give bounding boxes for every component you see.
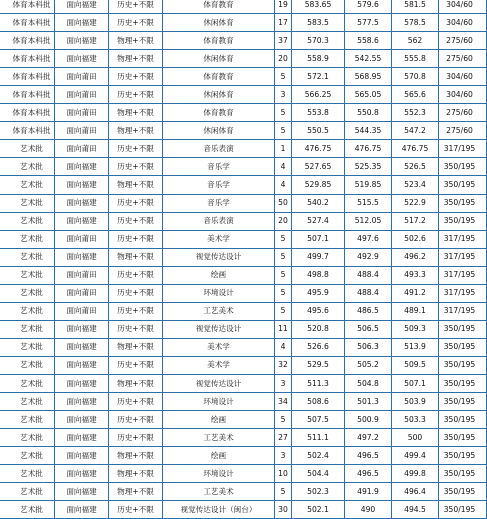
min-score-cell: 579.6	[345, 0, 392, 14]
control-line-cell: 275/60	[439, 32, 487, 50]
min-score-cell: 490	[345, 501, 392, 519]
min-score-cell: 577.5	[345, 14, 392, 32]
region-cell: 面向福建	[55, 14, 109, 32]
major-cell: 休闲体育	[163, 50, 275, 68]
region-cell: 面向福建	[55, 158, 109, 176]
major-cell: 工艺美术	[163, 429, 275, 447]
plan-count-cell: 5	[275, 483, 292, 501]
min-score-cell: 486.5	[345, 302, 392, 320]
min-score-cell: 488.4	[345, 266, 392, 284]
table-row	[0, 230, 487, 248]
max-score-cell: 526.6	[292, 338, 345, 356]
max-score-cell: 527.65	[292, 158, 345, 176]
batch-cell: 艺术批	[0, 158, 55, 176]
max-score-cell: 502.1	[292, 501, 345, 519]
avg-score-cell: 502.6	[392, 230, 439, 248]
max-score-cell: 495.9	[292, 284, 345, 302]
table-row	[0, 194, 487, 212]
max-score-cell: 504.4	[292, 465, 345, 483]
subject-cell: 物理+不限	[109, 447, 163, 465]
table-row	[0, 212, 487, 230]
table-row	[0, 411, 487, 429]
table-row	[0, 158, 487, 176]
max-score-cell: 499.7	[292, 248, 345, 266]
subject-cell: 历史+不限	[109, 501, 163, 519]
min-score-cell: 492.9	[345, 248, 392, 266]
avg-score-cell: 509.3	[392, 320, 439, 338]
region-cell: 面向莆田	[55, 140, 109, 158]
subject-cell: 历史+不限	[109, 212, 163, 230]
avg-score-cell: 578.5	[392, 14, 439, 32]
region-cell: 面向莆田	[55, 86, 109, 104]
min-score-cell: 488.4	[345, 284, 392, 302]
subject-cell: 历史+不限	[109, 140, 163, 158]
min-score-cell: 515.5	[345, 194, 392, 212]
avg-score-cell: 499.4	[392, 447, 439, 465]
major-cell: 视觉传达设计	[163, 248, 275, 266]
batch-cell: 艺术批	[0, 356, 55, 374]
avg-score-cell: 496.2	[392, 248, 439, 266]
control-line-cell: 350/195	[439, 194, 487, 212]
subject-cell: 历史+不限	[109, 320, 163, 338]
plan-count-cell: 20	[275, 50, 292, 68]
max-score-cell: 527.4	[292, 212, 345, 230]
batch-cell: 体育本科批	[0, 14, 55, 32]
subject-cell: 物理+不限	[109, 32, 163, 50]
control-line-cell: 304/60	[439, 0, 487, 14]
min-score-cell: 496.5	[345, 447, 392, 465]
avg-score-cell: 526.5	[392, 158, 439, 176]
avg-score-cell: 507.1	[392, 374, 439, 392]
table-row	[0, 465, 487, 483]
max-score-cell: 550.5	[292, 122, 345, 140]
plan-count-cell: 19	[275, 0, 292, 14]
max-score-cell: 572.1	[292, 68, 345, 86]
control-line-cell: 304/60	[439, 14, 487, 32]
plan-count-cell: 32	[275, 356, 292, 374]
plan-count-cell: 5	[275, 302, 292, 320]
subject-cell: 历史+不限	[109, 356, 163, 374]
batch-cell: 体育本科批	[0, 32, 55, 50]
region-cell: 面向福建	[55, 393, 109, 411]
subject-cell: 物理+不限	[109, 122, 163, 140]
avg-score-cell: 570.8	[392, 68, 439, 86]
avg-score-cell: 547.2	[392, 122, 439, 140]
major-cell: 体育教育	[163, 0, 275, 14]
subject-cell: 物理+不限	[109, 104, 163, 122]
plan-count-cell: 5	[275, 122, 292, 140]
table-row	[0, 302, 487, 320]
batch-cell: 体育本科批	[0, 0, 55, 14]
major-cell: 视觉传达设计（闽台）	[163, 501, 275, 519]
batch-cell: 艺术批	[0, 230, 55, 248]
region-cell: 面向福建	[55, 50, 109, 68]
region-cell: 面向福建	[55, 248, 109, 266]
control-line-cell: 304/60	[439, 86, 487, 104]
batch-cell: 艺术批	[0, 248, 55, 266]
batch-cell: 艺术批	[0, 465, 55, 483]
major-cell: 音乐学	[163, 158, 275, 176]
max-score-cell: 566.25	[292, 86, 345, 104]
batch-cell: 艺术批	[0, 176, 55, 194]
max-score-cell: 553.8	[292, 104, 345, 122]
table-row	[0, 14, 487, 32]
major-cell: 环境设计	[163, 465, 275, 483]
table-row	[0, 140, 487, 158]
plan-count-cell: 30	[275, 501, 292, 519]
batch-cell: 艺术批	[0, 483, 55, 501]
major-cell: 体育教育	[163, 68, 275, 86]
batch-cell: 艺术批	[0, 320, 55, 338]
max-score-cell: 508.6	[292, 393, 345, 411]
table-row	[0, 393, 487, 411]
max-score-cell: 583.65	[292, 0, 345, 14]
avg-score-cell: 517.2	[392, 212, 439, 230]
region-cell: 面向莆田	[55, 284, 109, 302]
batch-cell: 艺术批	[0, 429, 55, 447]
control-line-cell: 350/195	[439, 447, 487, 465]
batch-cell: 艺术批	[0, 194, 55, 212]
plan-count-cell: 27	[275, 429, 292, 447]
control-line-cell: 275/60	[439, 104, 487, 122]
avg-score-cell: 513.9	[392, 338, 439, 356]
min-score-cell: 525.35	[345, 158, 392, 176]
min-score-cell: 544.35	[345, 122, 392, 140]
max-score-cell: 558.9	[292, 50, 345, 68]
max-score-cell: 476.75	[292, 140, 345, 158]
table-row	[0, 86, 487, 104]
region-cell: 面向福建	[55, 32, 109, 50]
region-cell: 面向福建	[55, 194, 109, 212]
major-cell: 美术学	[163, 230, 275, 248]
major-cell: 工艺美术	[163, 302, 275, 320]
batch-cell: 体育本科批	[0, 86, 55, 104]
control-line-cell: 350/195	[439, 356, 487, 374]
plan-count-cell: 3	[275, 86, 292, 104]
avg-score-cell: 503.9	[392, 393, 439, 411]
major-cell: 体育教育	[163, 32, 275, 50]
plan-count-cell: 5	[275, 68, 292, 86]
avg-score-cell: 476.75	[392, 140, 439, 158]
major-cell: 休闲体育	[163, 122, 275, 140]
batch-cell: 艺术批	[0, 284, 55, 302]
region-cell: 面向莆田	[55, 104, 109, 122]
subject-cell: 历史+不限	[109, 302, 163, 320]
min-score-cell: 512.05	[345, 212, 392, 230]
table-row	[0, 32, 487, 50]
region-cell: 面向福建	[55, 411, 109, 429]
table-row	[0, 248, 487, 266]
min-score-cell: 500.9	[345, 411, 392, 429]
major-cell: 音乐表演	[163, 140, 275, 158]
plan-count-cell: 1	[275, 140, 292, 158]
major-cell: 美术学	[163, 356, 275, 374]
plan-count-cell: 5	[275, 411, 292, 429]
region-cell: 面向福建	[55, 212, 109, 230]
region-cell: 面向莆田	[55, 122, 109, 140]
plan-count-cell: 4	[275, 176, 292, 194]
subject-cell: 物理+不限	[109, 50, 163, 68]
min-score-cell: 542.55	[345, 50, 392, 68]
batch-cell: 艺术批	[0, 338, 55, 356]
plan-count-cell: 37	[275, 32, 292, 50]
batch-cell: 艺术批	[0, 266, 55, 284]
subject-cell: 历史+不限	[109, 411, 163, 429]
max-score-cell: 540.2	[292, 194, 345, 212]
table-row	[0, 0, 487, 14]
max-score-cell: 507.5	[292, 411, 345, 429]
control-line-cell: 317/195	[439, 230, 487, 248]
control-line-cell: 350/195	[439, 212, 487, 230]
region-cell: 面向莆田	[55, 266, 109, 284]
min-score-cell: 497.2	[345, 429, 392, 447]
region-cell: 面向福建	[55, 0, 109, 14]
control-line-cell: 304/60	[439, 68, 487, 86]
table-row	[0, 447, 487, 465]
max-score-cell: 495.6	[292, 302, 345, 320]
min-score-cell: 496.5	[345, 465, 392, 483]
region-cell: 面向福建	[55, 374, 109, 392]
major-cell: 绘画	[163, 447, 275, 465]
region-cell: 面向福建	[55, 429, 109, 447]
major-cell: 绘画	[163, 411, 275, 429]
table-row	[0, 284, 487, 302]
control-line-cell: 275/60	[439, 122, 487, 140]
subject-cell: 历史+不限	[109, 230, 163, 248]
min-score-cell: 505.2	[345, 356, 392, 374]
plan-count-cell: 5	[275, 266, 292, 284]
control-line-cell: 350/195	[439, 320, 487, 338]
major-cell: 音乐表演	[163, 212, 275, 230]
max-score-cell: 511.1	[292, 429, 345, 447]
max-score-cell: 502.3	[292, 483, 345, 501]
control-line-cell: 317/195	[439, 266, 487, 284]
subject-cell: 历史+不限	[109, 194, 163, 212]
subject-cell: 历史+不限	[109, 86, 163, 104]
subject-cell: 物理+不限	[109, 248, 163, 266]
batch-cell: 艺术批	[0, 140, 55, 158]
max-score-cell: 498.8	[292, 266, 345, 284]
avg-score-cell: 581.5	[392, 0, 439, 14]
control-line-cell: 350/195	[439, 374, 487, 392]
min-score-cell: 550.8	[345, 104, 392, 122]
batch-cell: 艺术批	[0, 501, 55, 519]
table-row	[0, 374, 487, 392]
plan-count-cell: 5	[275, 248, 292, 266]
min-score-cell: 558.6	[345, 32, 392, 50]
table-row	[0, 176, 487, 194]
plan-count-cell: 10	[275, 465, 292, 483]
max-score-cell: 583.5	[292, 14, 345, 32]
subject-cell: 物理+不限	[109, 483, 163, 501]
min-score-cell: 506.3	[345, 338, 392, 356]
control-line-cell: 350/195	[439, 176, 487, 194]
subject-cell: 物理+不限	[109, 176, 163, 194]
min-score-cell: 565.05	[345, 86, 392, 104]
avg-score-cell: 503.3	[392, 411, 439, 429]
region-cell: 面向福建	[55, 501, 109, 519]
major-cell: 音乐学	[163, 176, 275, 194]
table-row	[0, 338, 487, 356]
table-row	[0, 104, 487, 122]
avg-score-cell: 522.9	[392, 194, 439, 212]
major-cell: 美术学	[163, 338, 275, 356]
batch-cell: 体育本科批	[0, 68, 55, 86]
avg-score-cell: 500	[392, 429, 439, 447]
major-cell: 工艺美术	[163, 483, 275, 501]
subject-cell: 物理+不限	[109, 465, 163, 483]
major-cell: 环境设计	[163, 284, 275, 302]
table-row	[0, 50, 487, 68]
max-score-cell: 570.3	[292, 32, 345, 50]
major-cell: 休闲体育	[163, 14, 275, 32]
subject-cell: 物理+不限	[109, 338, 163, 356]
avg-score-cell: 555.8	[392, 50, 439, 68]
avg-score-cell: 552.3	[392, 104, 439, 122]
plan-count-cell: 4	[275, 338, 292, 356]
plan-count-cell: 17	[275, 14, 292, 32]
region-cell: 面向福建	[55, 338, 109, 356]
plan-count-cell: 11	[275, 320, 292, 338]
plan-count-cell: 4	[275, 158, 292, 176]
control-line-cell: 350/195	[439, 429, 487, 447]
max-score-cell: 529.85	[292, 176, 345, 194]
table-row	[0, 356, 487, 374]
control-line-cell: 317/195	[439, 248, 487, 266]
min-score-cell: 568.95	[345, 68, 392, 86]
batch-cell: 艺术批	[0, 411, 55, 429]
min-score-cell: 491.9	[345, 483, 392, 501]
control-line-cell: 275/60	[439, 50, 487, 68]
plan-count-cell: 3	[275, 374, 292, 392]
plan-count-cell: 3	[275, 447, 292, 465]
region-cell: 面向福建	[55, 320, 109, 338]
subject-cell: 历史+不限	[109, 429, 163, 447]
region-cell: 面向莆田	[55, 230, 109, 248]
batch-cell: 艺术批	[0, 302, 55, 320]
plan-count-cell: 5	[275, 104, 292, 122]
subject-cell: 历史+不限	[109, 158, 163, 176]
region-cell: 面向莆田	[55, 68, 109, 86]
major-cell: 音乐学	[163, 194, 275, 212]
major-cell: 环境设计	[163, 393, 275, 411]
batch-cell: 体育本科批	[0, 50, 55, 68]
control-line-cell: 317/195	[439, 302, 487, 320]
max-score-cell: 520.8	[292, 320, 345, 338]
region-cell: 面向福建	[55, 176, 109, 194]
subject-cell: 历史+不限	[109, 266, 163, 284]
table-row	[0, 429, 487, 447]
subject-cell: 历史+不限	[109, 68, 163, 86]
avg-score-cell: 509.5	[392, 356, 439, 374]
control-line-cell: 350/195	[439, 411, 487, 429]
avg-score-cell: 496.4	[392, 483, 439, 501]
major-cell: 体育教育	[163, 104, 275, 122]
batch-cell: 体育本科批	[0, 104, 55, 122]
table-row	[0, 266, 487, 284]
batch-cell: 艺术批	[0, 447, 55, 465]
control-line-cell: 350/195	[439, 465, 487, 483]
min-score-cell: 519.85	[345, 176, 392, 194]
table-row	[0, 320, 487, 338]
major-cell: 视觉传达设计	[163, 374, 275, 392]
control-line-cell: 350/195	[439, 158, 487, 176]
region-cell: 面向福建	[55, 465, 109, 483]
plan-count-cell: 20	[275, 212, 292, 230]
min-score-cell: 504.8	[345, 374, 392, 392]
major-cell: 视觉传达设计	[163, 320, 275, 338]
control-line-cell: 350/195	[439, 501, 487, 519]
max-score-cell: 529.5	[292, 356, 345, 374]
min-score-cell: 476.75	[345, 140, 392, 158]
plan-count-cell: 34	[275, 393, 292, 411]
region-cell: 面向福建	[55, 483, 109, 501]
table-row	[0, 501, 487, 519]
batch-cell: 艺术批	[0, 212, 55, 230]
batch-cell: 艺术批	[0, 393, 55, 411]
major-cell: 休闲体育	[163, 86, 275, 104]
max-score-cell: 502.4	[292, 447, 345, 465]
avg-score-cell: 493.3	[392, 266, 439, 284]
avg-score-cell: 565.6	[392, 86, 439, 104]
avg-score-cell: 562	[392, 32, 439, 50]
subject-cell: 物理+不限	[109, 374, 163, 392]
min-score-cell: 497.6	[345, 230, 392, 248]
control-line-cell: 317/195	[439, 140, 487, 158]
plan-count-cell: 5	[275, 284, 292, 302]
avg-score-cell: 491.2	[392, 284, 439, 302]
avg-score-cell: 494.5	[392, 501, 439, 519]
control-line-cell: 350/195	[439, 483, 487, 501]
major-cell: 绘画	[163, 266, 275, 284]
plan-count-cell: 5	[275, 230, 292, 248]
min-score-cell: 501.3	[345, 393, 392, 411]
avg-score-cell: 489.1	[392, 302, 439, 320]
subject-cell: 历史+不限	[109, 284, 163, 302]
table-row	[0, 122, 487, 140]
control-line-cell: 350/195	[439, 338, 487, 356]
table-row	[0, 483, 487, 501]
region-cell: 面向莆田	[55, 302, 109, 320]
min-score-cell: 506.5	[345, 320, 392, 338]
batch-cell: 体育本科批	[0, 122, 55, 140]
control-line-cell: 350/195	[439, 393, 487, 411]
max-score-cell: 511.3	[292, 374, 345, 392]
control-line-cell: 317/195	[439, 284, 487, 302]
avg-score-cell: 523.4	[392, 176, 439, 194]
region-cell: 面向福建	[55, 356, 109, 374]
subject-cell: 历史+不限	[109, 393, 163, 411]
plan-count-cell: 50	[275, 194, 292, 212]
region-cell: 面向福建	[55, 447, 109, 465]
subject-cell: 历史+不限	[109, 14, 163, 32]
batch-cell: 艺术批	[0, 374, 55, 392]
max-score-cell: 507.1	[292, 230, 345, 248]
subject-cell: 历史+不限	[109, 0, 163, 14]
avg-score-cell: 499.8	[392, 465, 439, 483]
table-row	[0, 68, 487, 86]
